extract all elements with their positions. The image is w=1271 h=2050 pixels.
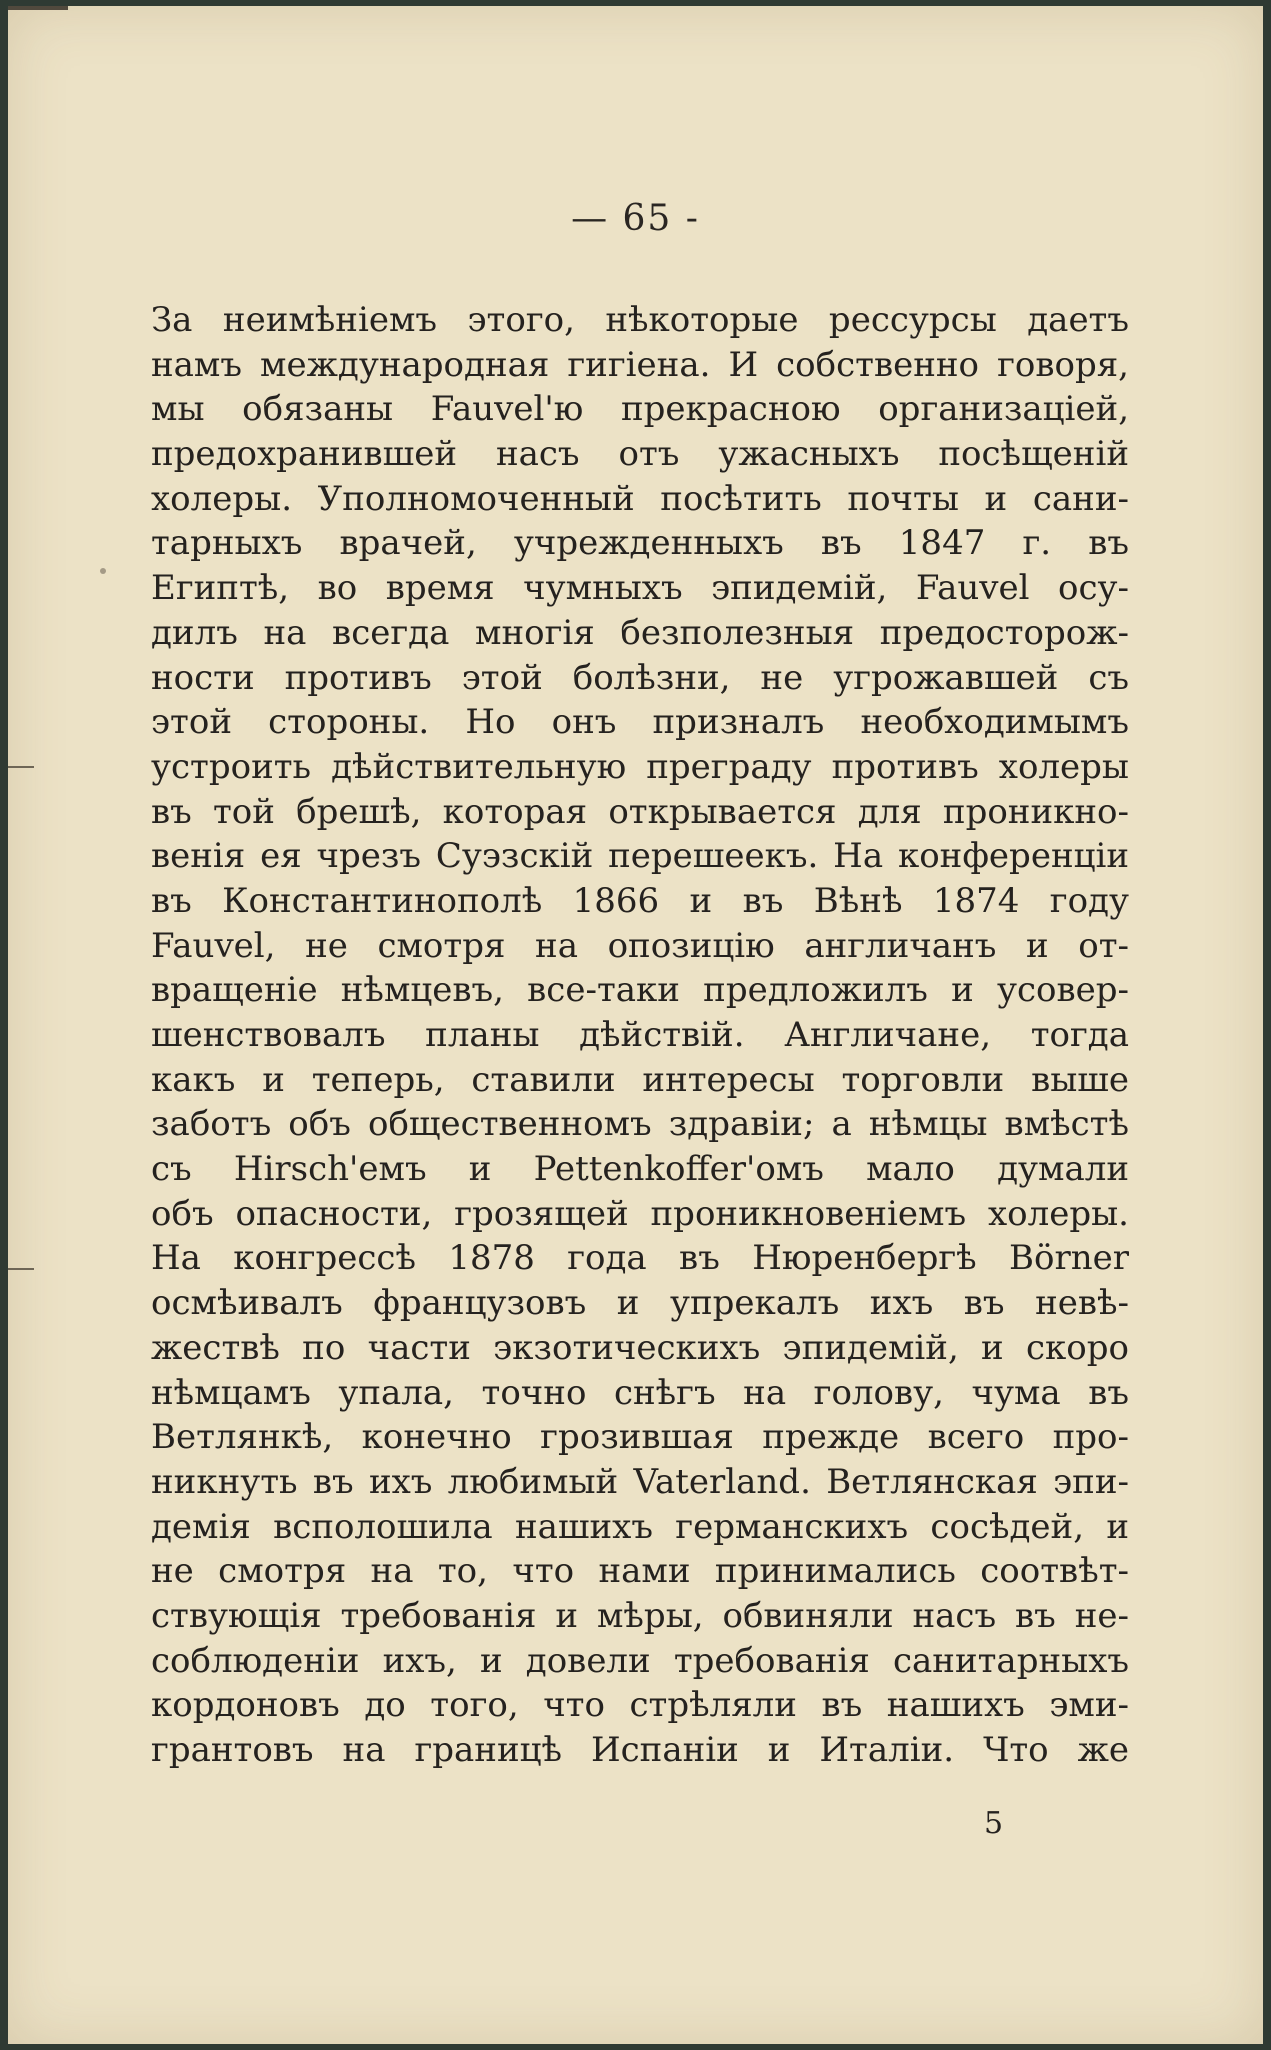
text-line: кордоновъ до того, что стрѣляли въ нашихъ эми- xyxy=(151,1685,1129,1726)
text-line: заботъ объ общественномъ здравіи; а нѣмцы вмѣстѣ xyxy=(151,1104,1129,1145)
text-line: Fauvel, не смотря на опозицію англичанъ и от- xyxy=(151,925,1129,966)
text-line: намъ международная гигіена. И собственно говоря, xyxy=(151,344,1129,385)
text-line: Ветлянкѣ, конечно грозившая прежде всего про- xyxy=(151,1417,1129,1458)
text-line: ствующія требованія и мѣры, обвиняли насъ въ не- xyxy=(151,1595,1129,1636)
text-line: тарныхъ врачей, учрежденныхъ въ 1847 г. въ xyxy=(151,523,1129,564)
top-edge-rule xyxy=(8,6,68,10)
text-line: предохранившей насъ отъ ужасныхъ посѣщеній xyxy=(151,434,1129,475)
margin-tick xyxy=(8,1268,34,1270)
text-line: какъ и теперь, ставили интересы торговли выше xyxy=(151,1059,1129,1100)
text-line: устроить дѣйствительную преграду противъ холеры xyxy=(151,746,1129,787)
text-line: въ той брешѣ, которая открывается для проникно- xyxy=(151,791,1129,832)
text-line: демія всполошила нашихъ германскихъ сосѣдей, и xyxy=(151,1506,1129,1547)
page-number: — 65 - xyxy=(571,198,700,239)
book-page xyxy=(8,6,1263,2044)
text-line: жествѣ по части экзотическихъ эпидемій, и скоро xyxy=(151,1327,1129,1368)
margin-tick xyxy=(8,766,34,768)
text-line: осмѣивалъ французовъ и упрекалъ ихъ въ невѣ- xyxy=(151,1283,1129,1324)
text-line: съ Hirsch'емъ и Pettenkoffer'омъ мало думали xyxy=(151,1149,1129,1190)
text-line: холеры. Уполномоченный посѣтить почты и сани- xyxy=(151,478,1129,519)
text-line: никнуть въ ихъ любимый Vaterland. Ветлянская эпи- xyxy=(151,1461,1129,1502)
text-line: За неимѣніемъ этого, нѣкоторые рессурсы даетъ xyxy=(151,300,1129,340)
text-line: венія ея чрезъ Суэзскій перешеекъ. На конференціи xyxy=(151,836,1129,877)
text-line: дилъ на всегда многія безполезныя предосторож- xyxy=(151,612,1129,653)
text-line: На конгрессѣ 1878 года въ Нюренбергѣ Börner xyxy=(151,1238,1129,1279)
text-line: соблюденіи ихъ, и довели требованія санитарныхъ xyxy=(151,1640,1129,1681)
signature-mark: 5 xyxy=(984,1806,1004,1841)
text-line: Египтѣ, во время чумныхъ эпидемій, Fauvel осу- xyxy=(151,568,1129,609)
text-line: объ опасности, грозящей проникновеніемъ холеры. xyxy=(151,1193,1129,1234)
text-line: не смотря на то, что нами принимались соотвѣт- xyxy=(151,1551,1129,1592)
paper-speck xyxy=(100,568,106,574)
text-line: въ Константинополѣ 1866 и въ Вѣнѣ 1874 году xyxy=(151,880,1129,921)
text-line: этой стороны. Но онъ призналъ необходимымъ xyxy=(151,702,1129,743)
text-line: грантовъ на границѣ Испаніи и Италіи. Что же xyxy=(151,1730,1129,1770)
text-line: шенствовалъ планы дѣйствій. Англичане, тогда xyxy=(151,1015,1129,1055)
text-line: ности противъ этой болѣзни, не угрожавшей съ xyxy=(151,657,1129,698)
text-line: нѣмцамъ упала, точно снѣгъ на голову, чума въ xyxy=(151,1372,1129,1413)
text-line: вращеніе нѣмцевъ, все-таки предложилъ и усовер- xyxy=(151,970,1129,1011)
text-line: мы обязаны Fauvel'ю прекрасною организаціей, xyxy=(151,389,1129,430)
body-text xyxy=(151,298,1129,1773)
